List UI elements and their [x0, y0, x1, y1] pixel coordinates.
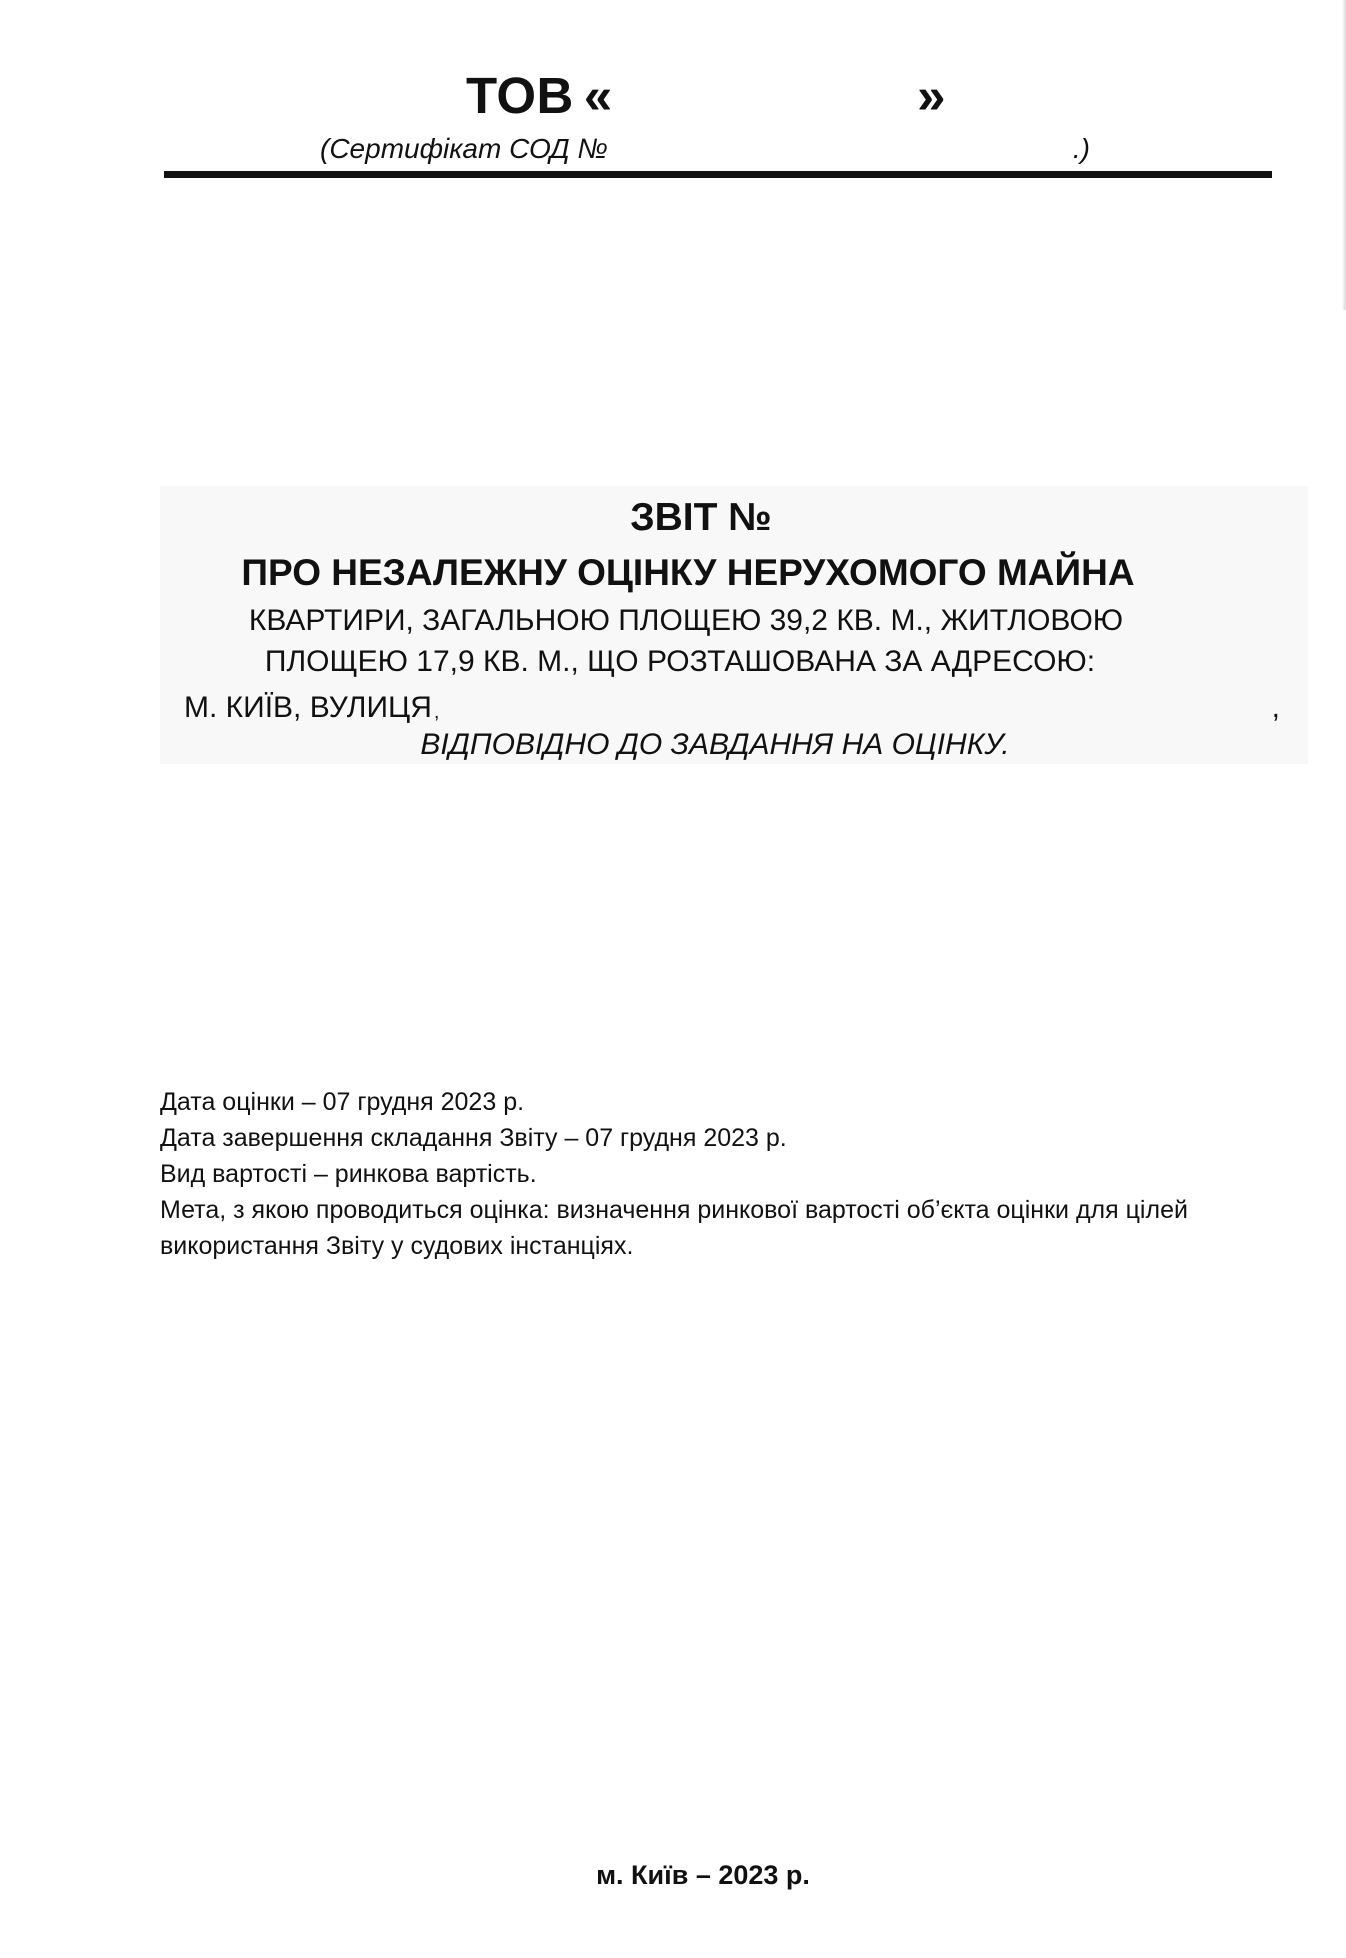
object-description-line-2: ПЛОЩЕЮ 17,9 КВ. М., ЩО РОЗТАШОВАНА ЗА АДРЕСОЮ:: [264, 645, 1096, 678]
address-line: [184, 688, 1280, 728]
address-start: [184, 691, 439, 725]
address-end-comma: ,: [1271, 691, 1280, 724]
value-type: Вид вартості – ринкова вартість.: [160, 1160, 537, 1188]
certificate-line: [320, 129, 1090, 169]
report-number: ЗВІТ №: [630, 496, 772, 539]
company-prefix: ТОВ: [466, 66, 574, 124]
address-prefix: М. КИЇВ, ВУЛИЦЯ: [184, 691, 432, 724]
company-name-start: [466, 66, 613, 125]
address-small-comma: ,: [433, 700, 440, 723]
company-quote-open: «: [583, 66, 613, 124]
valuation-date: Дата оцінки – 07 грудня 2023 р.: [160, 1088, 525, 1116]
object-description-line-1: КВАРТИРИ, ЗАГАЛЬНОЮ ПЛОЩЕЮ 39,2 КВ. М., ЖИТЛОВОЮ: [248, 604, 1124, 637]
footer-place-year: м. Київ – 2023 р.: [596, 1860, 810, 1890]
company-title: [466, 60, 946, 130]
report-title: ПРО НЕЗАЛЕЖНУ ОЦІНКУ НЕРУХОМОГО МАЙНА: [241, 552, 1135, 593]
valuation-details: [160, 1084, 1280, 1264]
page-edge-shadow: [1342, 0, 1346, 310]
completion-date: Дата завершення складання Звіту – 07 грудня 2023 р.: [160, 1124, 787, 1152]
assignment-line: ВІДПОВІДНО ДО ЗАВДАННЯ НА ОЦІНКУ.: [420, 728, 1010, 761]
purpose-line-2: використання Звіту у судових інстанціях.: [160, 1232, 634, 1260]
header-divider: [164, 171, 1272, 178]
certificate-end: .): [1072, 133, 1090, 164]
company-quote-close: »: [917, 66, 946, 124]
certificate-label: (Сертифікат СОД №: [320, 133, 608, 164]
purpose-line-1: Мета, з якою проводиться оцінка: визначення ринкової вартості об’єкта оцінки для цілей: [160, 1196, 1188, 1224]
